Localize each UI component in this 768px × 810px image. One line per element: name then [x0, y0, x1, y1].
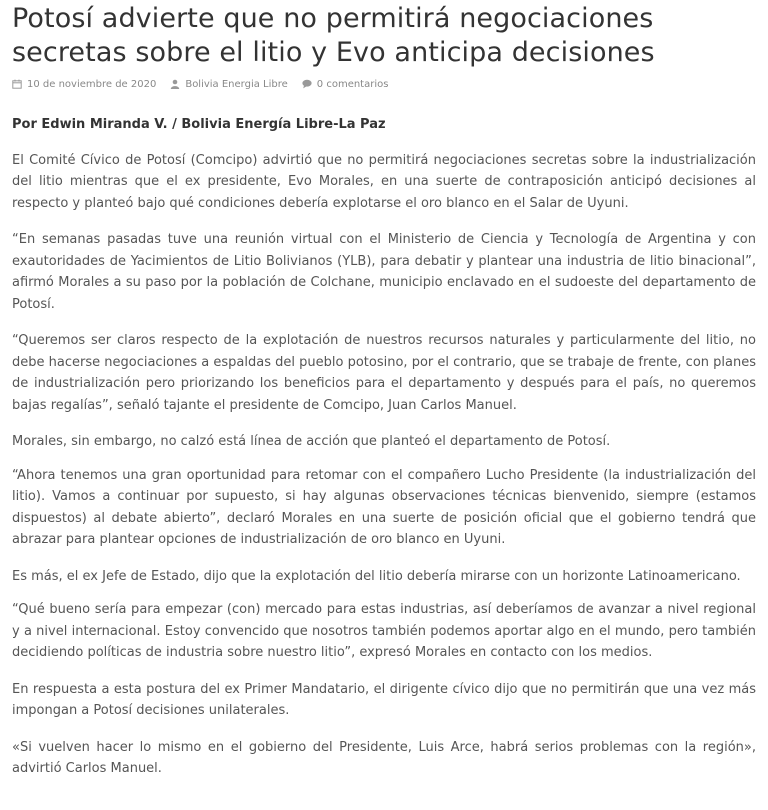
calendar-icon: [12, 79, 22, 89]
comment-icon: [302, 79, 312, 89]
article-paragraph-5: “Ahora tenemos una gran oportunidad para retomar con el compañero Lucho Presidente (la industrialización del litio). Vamos a continuar por supuesto, si hay algunas observaciones técnicas bienvenido, siempre (estamos dispuestos) al debate abierto”, declaró Morales en una suerte de posición oficial que el gobierno tendrá que abrazar para plantear opciones de industrialización de oro blanco en Uyuni.: [12, 467, 756, 547]
article-title-line-1: Potosí advierte que no permitirá negociaciones: [12, 3, 654, 34]
meta-comments-text: 0 comentarios: [316, 78, 389, 90]
article-body: [12, 114, 756, 780]
meta-date[interactable]: [12, 79, 156, 90]
meta-comments[interactable]: [302, 79, 389, 90]
article-paragraph-1: El Comité Cívico de Potosí (Comcipo) advirtió que no permitirá negociaciones secretas sobre la industrialización del litio mientras que el ex presidente, Evo Morales, en una suerte de contraposición anticipó decisiones al respecto y planteó bajo qué condiciones debería explotarse el oro blanco en el Salar de Uyuni.: [12, 152, 756, 211]
meta-author-text: Bolivia Energia Libre: [185, 78, 288, 90]
meta-author[interactable]: [170, 79, 287, 90]
article-paragraph-2: “En semanas pasadas tuve una reunión virtual con el Ministerio de Ciencia y Tecnología de Argentina y con exautoridades de Yacimientos de Litio Bolivianos (YLB), para debatir y plantear una industria de litio binacional”, afirmó Morales a su paso por la población de Colchane, municipio enclavado en el sudoeste del departamento de Potosí.: [12, 232, 756, 312]
article-title: [12, 2, 756, 70]
article-paragraph-6: Es más, el ex Jefe de Estado, dijo que la explotación del litio debería mirarse con un horizonte Latinoamericano.: [12, 568, 741, 584]
article-paragraph-9: «Si vuelven hacer lo mismo en el gobierno del Presidente, Luis Arce, habrá serios problemas con la región», advirtió Carlos Manuel.: [12, 739, 756, 776]
article-paragraph-3: “Queremos ser claros respecto de la explotación de nuestros recursos naturales y particularmente del litio, no debe hacerse negociaciones a espaldas del pueblo potosino, por el contrario, que se trabaje de frente, con planes de industrialización pero priorizando los beneficios para el departamento y después para el país, no queremos bajas regalías”, señaló tajante el presidente de Comcipo, Juan Carlos Manuel.: [12, 333, 756, 413]
user-icon: [170, 79, 180, 89]
article-paragraph-8: En respuesta a esta postura del ex Primer Mandatario, el dirigente cívico dijo que no permitirán que una vez más impongan a Potosí decisiones unilaterales.: [12, 681, 756, 718]
article-title-line-2: secretas sobre el litio y Evo anticipa decisiones: [12, 37, 655, 68]
meta-date-text: 10 de noviembre de 2020: [27, 78, 157, 90]
article-meta: [12, 76, 756, 92]
article-paragraph-4: Morales, sin embargo, no calzó está línea de acción que planteó el departamento de Potosí.: [12, 434, 611, 449]
article-byline: Por Edwin Miranda V. / Bolivia Energía Libre-La Paz: [12, 117, 386, 132]
article-paragraph-7: “Qué bueno sería para empezar (con) mercado para estas industrias, así deberíamos de avanzar a nivel regional y a nivel internacional. Estoy convencido que nosotros también podemos aportar algo en el mundo, pero también decidiendo políticas de industria sobre nuestro litio”, expresó Morales en contacto con los medios.: [12, 602, 756, 660]
